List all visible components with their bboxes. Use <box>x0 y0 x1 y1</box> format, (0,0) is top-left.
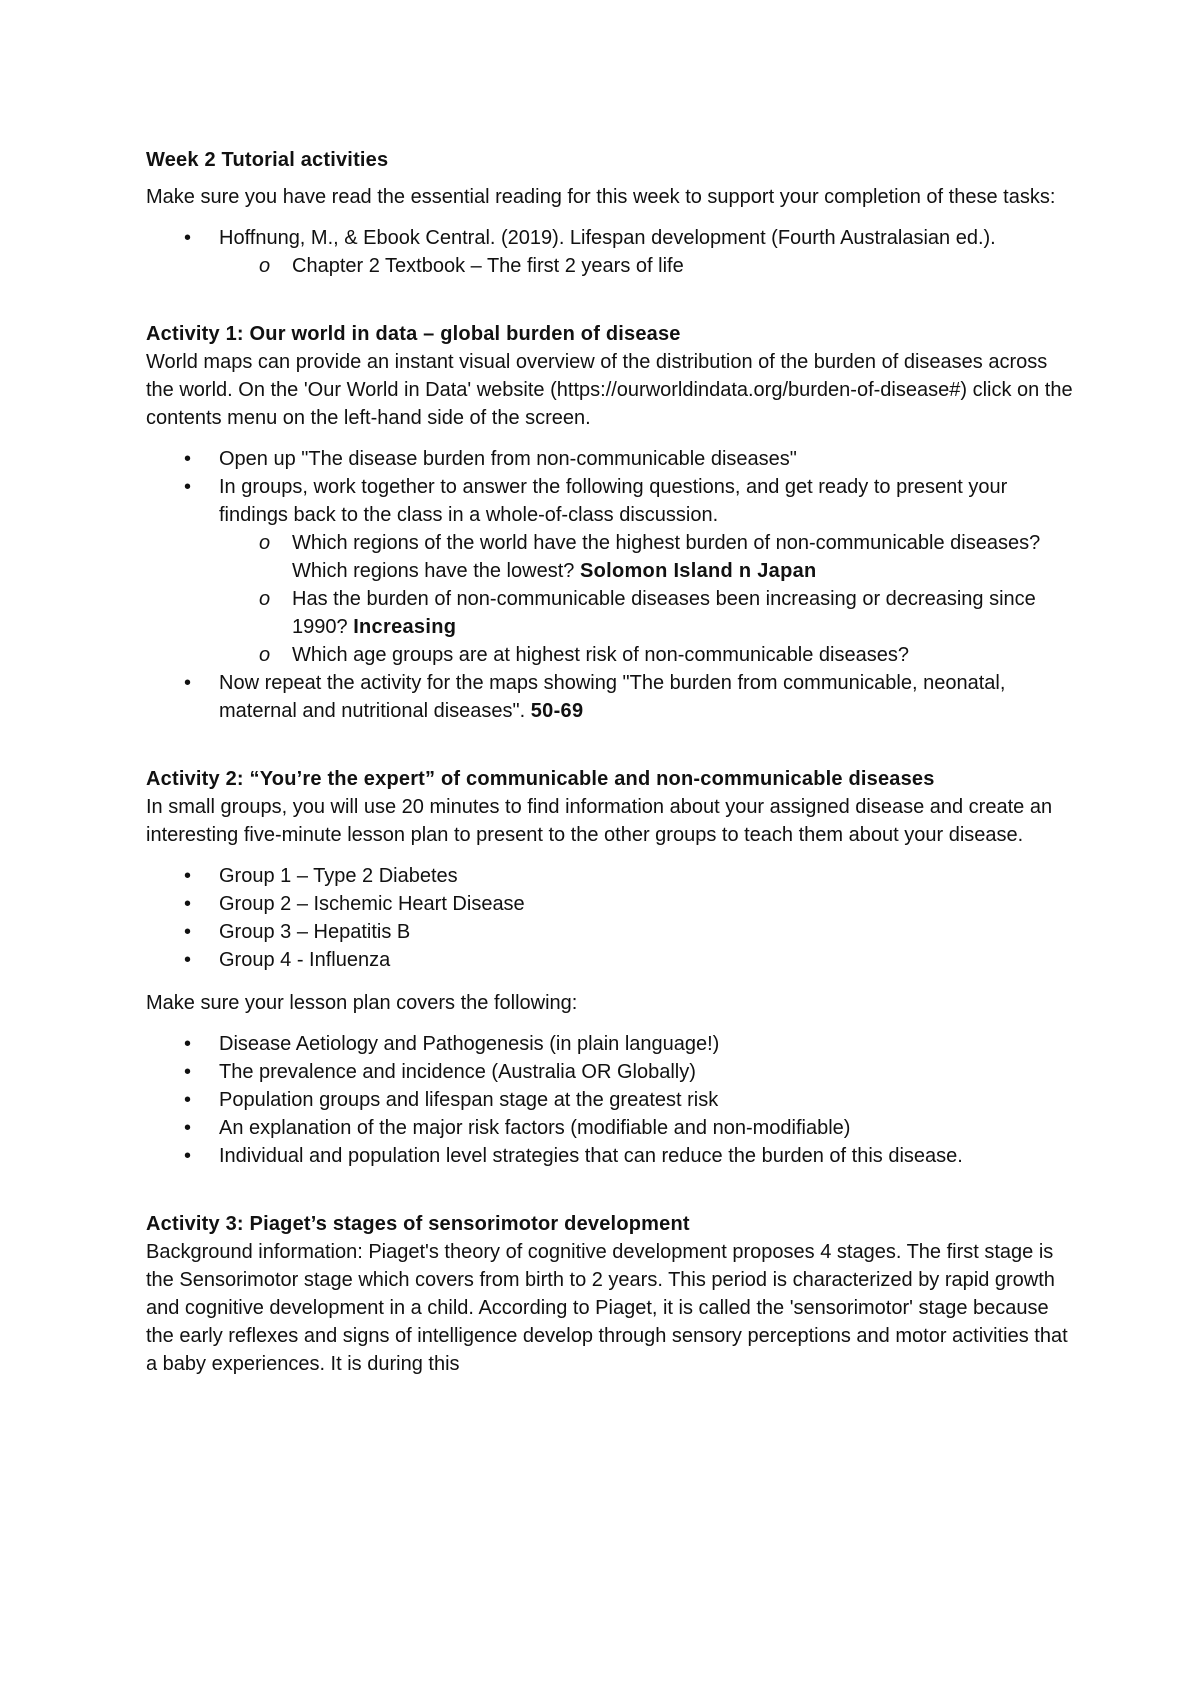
list-item <box>146 224 1080 280</box>
answer-1: Solomon Island n Japan <box>579 560 817 582</box>
covers-item: Disease Aetiology and Pathogenesis (in plain language!) <box>219 1033 720 1055</box>
activity1-list <box>146 445 1080 725</box>
bullet-icon: • <box>184 1089 192 1111</box>
reading-item: Hoffnung, M., & Ebook Central. (2019). Lifespan development (Fourth Australasian ed.). <box>219 227 996 249</box>
bullet-icon: • <box>184 893 192 915</box>
bullet-icon: • <box>184 1117 192 1139</box>
list-item <box>146 669 1080 725</box>
bullet-icon: • <box>184 227 192 249</box>
bullet-icon: • <box>184 865 192 887</box>
bullet-icon: • <box>184 1061 192 1083</box>
sub-bullet-icon: o <box>259 255 271 277</box>
bullet-icon: • <box>184 672 192 694</box>
list-item <box>146 918 1080 946</box>
bullet-icon: • <box>184 448 192 470</box>
activity2-paragraph: In small groups, you will use 20 minutes to find information about your assigned disease and create an interesting five-minute lesson plan to present to the other groups to teach them about your disease. <box>146 796 1053 846</box>
activity3-heading: Activity 3: Piaget’s stages of sensorimotor development <box>146 1213 690 1235</box>
intro-paragraph: Make sure you have read the essential reading for this week to support your completion of these tasks: <box>146 186 1056 208</box>
activity3-paragraph: Background information: Piaget's theory of cognitive development proposes 4 stages. The first stage is the Sensorimotor stage which covers from birth to 2 years. This period is characterized by rapid growth and cognitive development in a child. According to Piaget, it is called the 'sensorimotor' stage because the early reflexes and signs of intelligence develop through sensory perceptions and motor activities that a baby experiences. It is during this <box>146 1241 1068 1375</box>
covers-intro: Make sure your lesson plan covers the following: <box>146 992 578 1014</box>
document-title: Week 2 Tutorial activities <box>146 149 389 171</box>
group-item: Group 2 – Ischemic Heart Disease <box>219 893 525 915</box>
list-item <box>146 946 1080 974</box>
list-item <box>146 1030 1080 1058</box>
question-1: Which regions of the world have the highest burden of non-communicable diseases? Which regions have the lowest? <box>292 532 1041 582</box>
sub-bullet-icon: o <box>259 644 271 666</box>
bullet-icon: • <box>184 476 192 498</box>
activity1-paragraph: World maps can provide an instant visual overview of the distribution of the burden of diseases across the world. On the 'Our World in Data' website (https://ourworldindata.org/burden-of-disease#) click on the contents menu on the left-hand side of the screen. <box>146 351 1073 429</box>
activity2-heading: Activity 2: “You’re the expert” of communicable and non-communicable diseases <box>146 768 935 790</box>
question-2: Has the burden of non-communicable diseases been increasing or decreasing since 1990? <box>292 588 1036 638</box>
list-item <box>146 1086 1080 1114</box>
list-item <box>219 585 1080 641</box>
activity1-questions <box>219 529 1080 669</box>
sub-bullet-icon: o <box>259 588 271 610</box>
list-item <box>146 473 1080 669</box>
bullet-icon: • <box>184 921 192 943</box>
sub-bullet-icon: o <box>259 532 271 554</box>
covers-item: An explanation of the major risk factors (modifiable and non-modifiable) <box>219 1117 851 1139</box>
activity1-bullet2: In groups, work together to answer the following questions, and get ready to present your findings back to the class in a whole-of-class discussion. <box>219 476 1008 526</box>
list-item <box>146 445 1080 473</box>
list-item <box>146 890 1080 918</box>
covers-item: Individual and population level strategies that can reduce the burden of this disease. <box>219 1145 963 1167</box>
answer-3: 50-69 <box>530 700 584 722</box>
reading-subitem: Chapter 2 Textbook – The first 2 years of life <box>292 255 684 277</box>
covers-item: The prevalence and incidence (Australia OR Globally) <box>219 1061 696 1083</box>
group-item: Group 3 – Hepatitis B <box>219 921 411 943</box>
covers-list <box>146 1030 1080 1170</box>
bullet-icon: • <box>184 949 192 971</box>
reading-list <box>146 224 1080 280</box>
group-item: Group 4 - Influenza <box>219 949 391 971</box>
activity1-bullet3: Now repeat the activity for the maps showing "The burden from communicable, neonatal, maternal and nutritional diseases". <box>219 672 1006 722</box>
bullet-icon: • <box>184 1033 192 1055</box>
list-item <box>146 1142 1080 1170</box>
list-item <box>146 1058 1080 1086</box>
group-list <box>146 862 1080 974</box>
group-item: Group 1 – Type 2 Diabetes <box>219 865 458 887</box>
answer-2: Increasing <box>353 616 457 638</box>
reading-sublist <box>219 252 1080 280</box>
covers-item: Population groups and lifespan stage at the greatest risk <box>219 1089 719 1111</box>
list-item <box>146 862 1080 890</box>
list-item <box>219 641 1080 669</box>
activity1-heading: Activity 1: Our world in data – global burden of disease <box>146 323 681 345</box>
bullet-icon: • <box>184 1145 192 1167</box>
list-item <box>219 529 1080 585</box>
question-3: Which age groups are at highest risk of non-communicable diseases? <box>292 644 909 666</box>
activity1-bullet1: Open up "The disease burden from non-communicable diseases" <box>219 448 797 470</box>
list-item <box>219 252 1080 280</box>
list-item <box>146 1114 1080 1142</box>
